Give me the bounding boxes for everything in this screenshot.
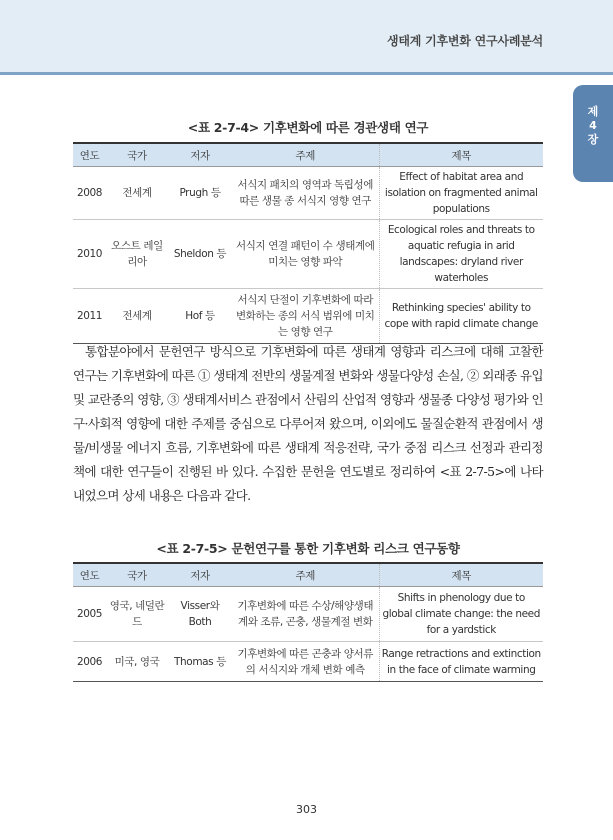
table1-header-title: 제목	[379, 143, 543, 167]
table-row	[73, 167, 543, 220]
cell-topic: 기후변화에 따른 수상/해양생태계와 조류, 곤충, 생물계절 변화	[232, 587, 379, 642]
cell-country: 오스트 레일리아	[106, 220, 168, 289]
table2-header-country: 국가	[106, 563, 168, 587]
cell-year: 2006	[73, 642, 106, 682]
cell-author: Prugh 등	[168, 167, 232, 220]
cell-author: Hof 등	[168, 289, 232, 344]
cell-author: Visser와 Both	[168, 587, 232, 642]
table2-header-author: 저자	[168, 563, 232, 587]
cell-year: 2010	[73, 220, 106, 289]
cell-topic: 서식지 단절이 기후변화에 따라 변화하는 종의 서식 범위에 미치는 영향 연구	[232, 289, 379, 344]
cell-country: 미국, 영국	[106, 642, 168, 682]
table1-header-year: 연도	[73, 143, 106, 167]
cell-title: Shifts in phenology due to global climate change: the need for a yardstick	[379, 587, 543, 642]
table1-header-country: 국가	[106, 143, 168, 167]
cell-author: Sheldon 등	[168, 220, 232, 289]
table2-caption: <표 2-7-5> 문헌연구를 통한 기후변화 리스크 연구동향	[156, 541, 460, 556]
table-row	[73, 220, 543, 289]
cell-topic: 기후변화에 따른 곤충과 양서류의 서식지와 개체 변화 예측	[232, 642, 379, 682]
cell-country: 전세계	[106, 167, 168, 220]
chapter-side-tab-label: 제 4 장	[587, 105, 599, 146]
table-row	[73, 587, 543, 642]
body-paragraph	[73, 340, 543, 508]
table-row	[73, 642, 543, 682]
table1-header-author: 저자	[168, 143, 232, 167]
table1	[73, 142, 543, 344]
cell-title: Effect of habitat area and isolation on fragmented animal populations	[379, 167, 543, 220]
cell-year: 2005	[73, 587, 106, 642]
cell-year: 2008	[73, 167, 106, 220]
table2-header-year: 연도	[73, 563, 106, 587]
cell-title: Rethinking species' ability to cope with rapid climate change	[379, 289, 543, 344]
table2-header-row	[73, 563, 543, 587]
table2-header-topic: 주제	[232, 563, 379, 587]
table1-caption: <표 2-7-4> 기후변화에 따른 경관생태 연구	[187, 120, 429, 135]
cell-author: Thomas 등	[168, 642, 232, 682]
cell-title: Ecological roles and threats to aquatic refugia in arid landscapes: dryland river waterholes	[379, 220, 543, 289]
cell-topic: 서식지 패치의 영역과 독립성에 따른 생물 종 서식지 영향 연구	[232, 167, 379, 220]
table-row	[73, 289, 543, 344]
table1-header-topic: 주제	[232, 143, 379, 167]
cell-title: Range retractions and extinction in the face of climate warming	[379, 642, 543, 682]
body-paragraph-text: 통합분야에서 문헌연구 방식으로 기후변화에 따른 생태계 영향과 리스크에 대해 고찰한 연구는 기후변화에 따른 ① 생태계 전반의 생물계절 변화와 생물다양성 손실, ② 외래종 유입 및 교란종의 영향, ③ 생태계서비스 관점에서 산림의 산업적 영향과 생물종 다양성 평가와 인구·사회적 영향에 대한 주제를 중심으로 다루어져 왔으며, 이외에도 물질순환적 관점에서 생물/비생물 에너지 흐름, 기후변화에 따른 생태계 적응전략, 국가 중점 리스크 선정과 관리정책에 대한 연구들이 진행된 바 있다. 수집한 문헌을 연도별로 정리하여 <표 2-7-5>에 나타내었으며 상세 내용은 다음과 같다.	[73, 344, 543, 503]
cell-topic: 서식지 연결 패턴이 수 생태계에 미치는 영향 파악	[232, 220, 379, 289]
chapter-side-tab	[573, 85, 613, 182]
table2-header-title: 제목	[379, 563, 543, 587]
cell-country: 영국, 네덜란드	[106, 587, 168, 642]
running-header-title: 생태계 기후변화 연구사례분석	[386, 34, 543, 48]
cell-year: 2011	[73, 289, 106, 344]
header-rule	[0, 72, 613, 75]
table2	[73, 562, 543, 682]
page-number: 303	[296, 803, 317, 816]
table1-header-row	[73, 143, 543, 167]
cell-country: 전세계	[106, 289, 168, 344]
